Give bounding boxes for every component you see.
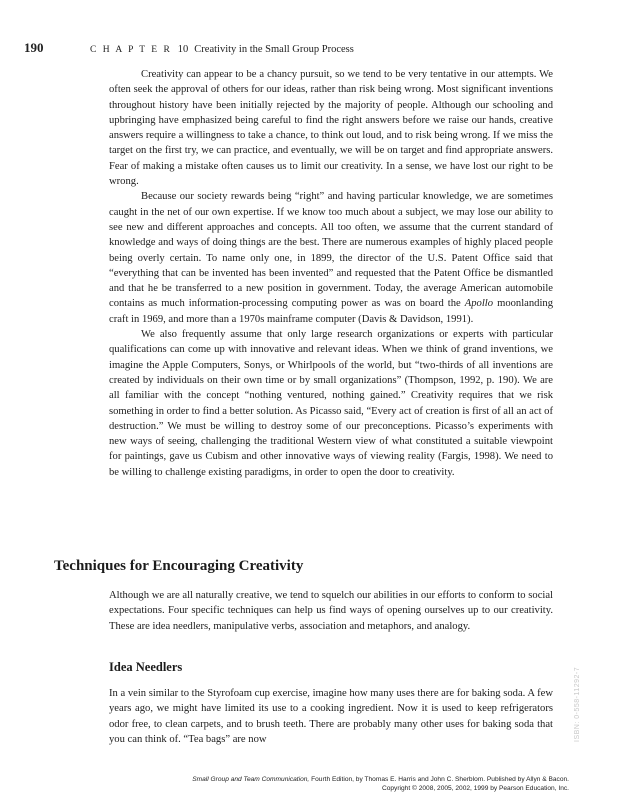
- footer-line-2: Copyright © 2008, 2005, 2002, 1999 by Pearson Education, Inc.: [381, 785, 569, 792]
- paragraph-3: We also frequently assume that only large research organizations or experts with particular qualifications can come up with innovative and relevant ideas. When we think of grand inventions, we imagine the Apple Computers, Sonys, or Whirlpools of the world, but “two-thirds of all inventions are created by individuals on their own time or by small organizations” (Thompson, 1992, p. 190). We are all familiar with the concept “nothing ventured, nothing gained.” Creativity requires that we risk something in order to find a better solution. As Picasso said, “Every act of creation is first of all an act of destruction.” We must be willing to destroy some of our preconceptions. Picasso’s experiments with new ways of seeing, challenging the traditional Western view of what constituted a suitable viewpoint for paintings, gave us Cubism and other innovative ways of viewing reality (Fargis, 1998). We need to be willing to challenge existing paradigms, in order to open the door to creativity.: [109, 329, 553, 478]
- section-paragraph: Although we are all naturally creative, we tend to squelch our abilities in our efforts to conform to social expectations. Four specific techniques can help us find ways of opening ourselves up to our creativity. These are idea needlers, manipulative verbs, association and metaphors, and analogy.: [109, 590, 553, 632]
- apollo-italic: Apollo: [464, 298, 494, 310]
- section-body: [109, 588, 553, 634]
- chapter-label: C H A P T E R: [90, 45, 172, 55]
- paragraph-2-part-2: moonlanding craft in 1969, and more than a 1970s mainframe computer (Davis & Davidson, 1991).: [109, 298, 553, 325]
- body-text: [109, 67, 553, 480]
- subsection-body: [109, 686, 553, 747]
- subsection-paragraph: In a vein similar to the Styrofoam cup exercise, imagine how many uses there are for baking soda. A few years ago, we might have limited its use to a cooking ingredient. Now it is used to keep refrigerators odor free, to clean carpets, and to brush teeth. There are probably many other uses for baking soda that you can think of. “Tea bags” are now: [109, 688, 553, 745]
- copyright-footer: [49, 775, 569, 793]
- chapter-number: 10: [177, 44, 189, 55]
- paragraph-1: Creativity can appear to be a chancy pursuit, so we tend to be very tentative in our attempts. We often seek the approval of others for our ideas, rather than risk being wrong. Most significant inventions throughout history have been initially rejected by the majority of people. Although our schooling and upbringing have emphasized being careful to find the right answers before we raise our hands, creative answers require a willingness to take a chance, to think out loud, and to risk being wrong. If we miss the target on the first try, we can practice, and eventually, we will be on target and find appropriate answers. Fear of making a mistake often causes us to limit our creativity. In a sense, we have lost our right to be wrong.: [109, 69, 553, 188]
- page-number: 190: [24, 40, 44, 55]
- isbn-side-note: ISBN: 0-558-11292-7: [574, 666, 581, 742]
- subsection-heading: Idea Needlers: [109, 660, 183, 674]
- section-heading: Techniques for Encouraging Creativity: [54, 558, 304, 574]
- footer-publication: Fourth Edition, by Thomas E. Harris and John C. Sherblom. Published by Allyn & Bacon.: [309, 776, 569, 783]
- chapter-title: Creativity in the Small Group Process: [194, 44, 354, 55]
- paragraph-2: [109, 189, 553, 327]
- paragraph-2-part-1: Because our society rewards being “right” and having particular knowledge, we are sometimes caught in the net of our own expertise. If we know too much about a subject, we may lose our ability to see new and different approaches and concepts. All too often, we assume that the current standard of knowledge and ways of doing things are the best. There are numerous examples of highly placed people being overly certain. To name only one, in 1899, the director of the U.S. Patent Office said that “everything that can be invented has been invented” and requested that the Patent Office be dismantled and that he be transferred to a new position in government. Today, the average American automobile contains as much information-processing computing power as was on board the: [109, 191, 553, 310]
- running-head: [24, 40, 584, 56]
- footer-book-title: Small Group and Team Communication,: [192, 776, 310, 783]
- footer-line-1: [49, 775, 569, 784]
